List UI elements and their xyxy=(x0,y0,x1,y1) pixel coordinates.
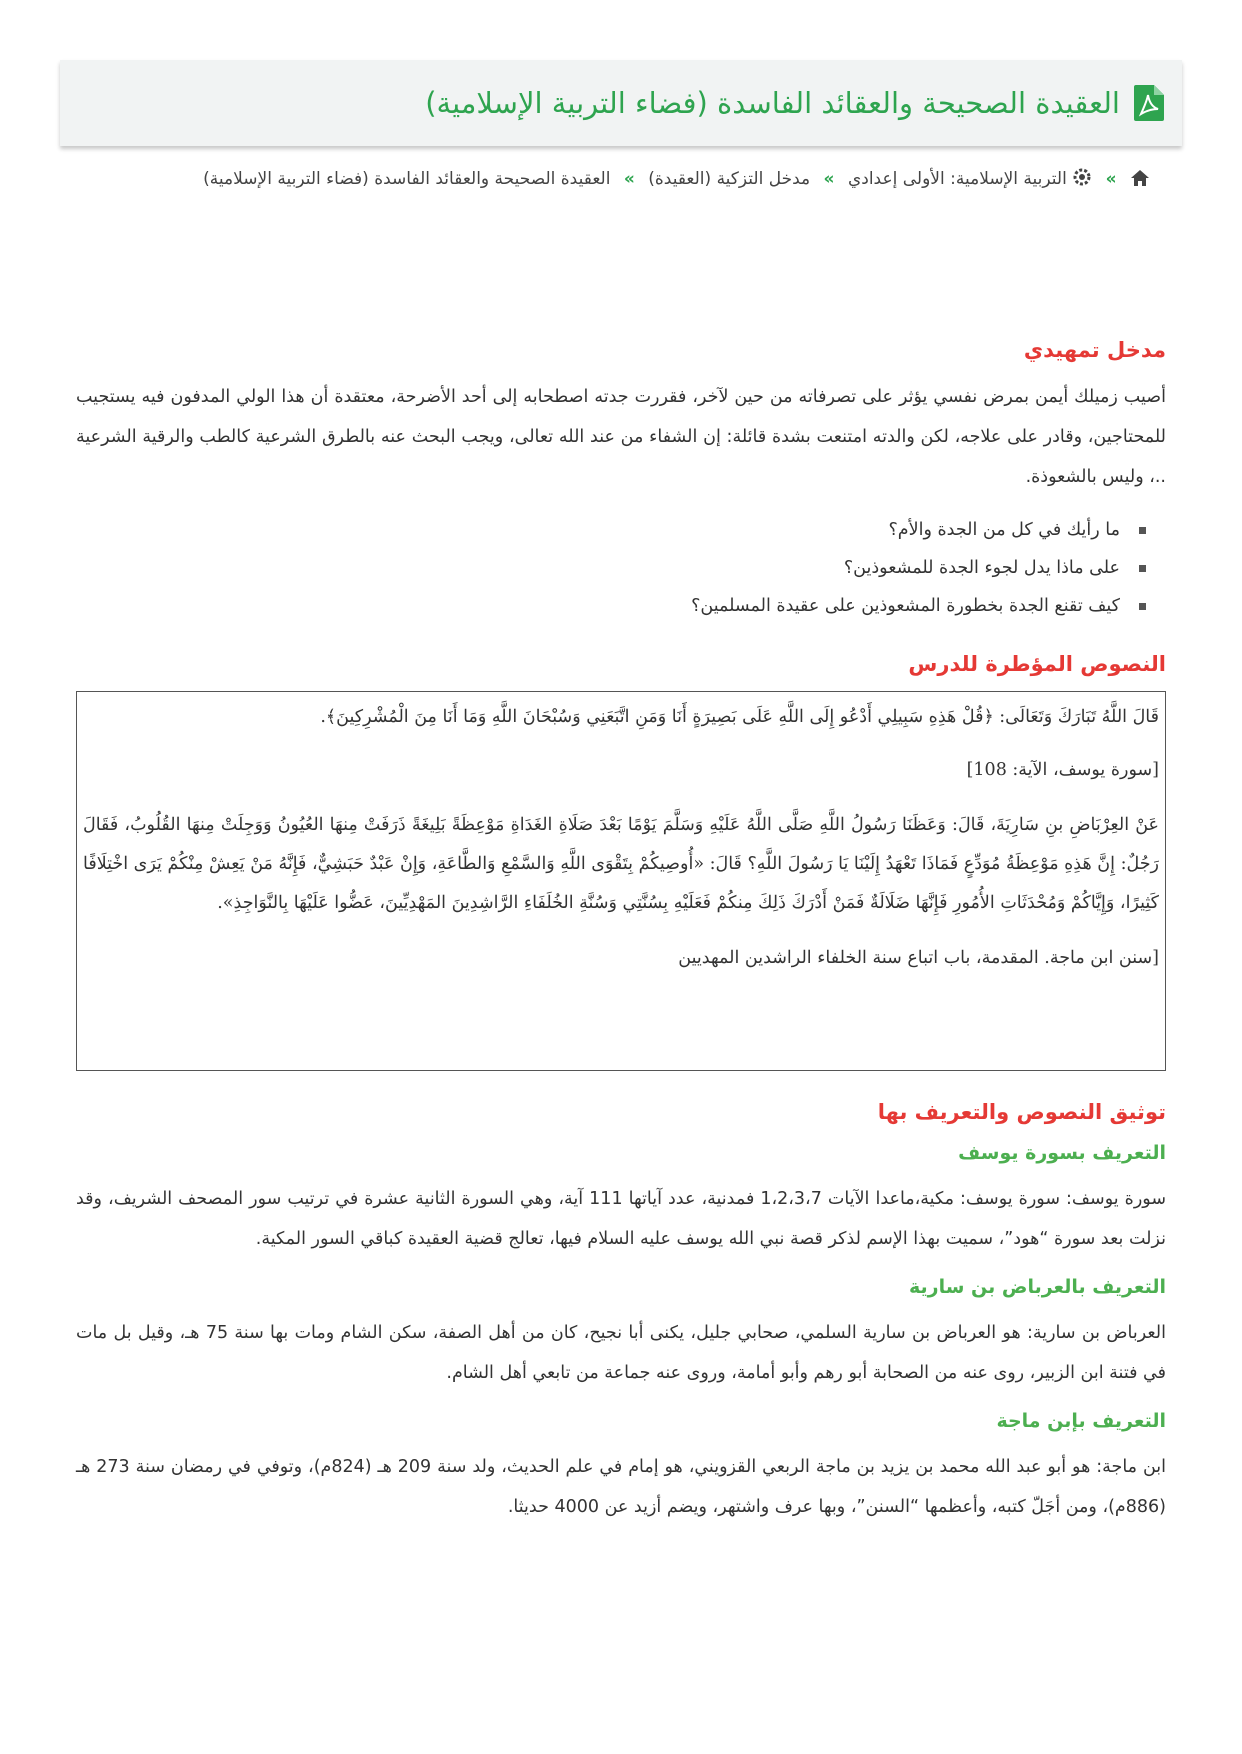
hadith-reference: [سنن ابن ماجة. المقدمة، باب اتباع سنة الخلفاء الراشدين المهديين xyxy=(678,948,1159,968)
breadcrumb-separator: » xyxy=(623,169,635,189)
home-icon[interactable] xyxy=(1130,169,1150,187)
hadith-text: عَنْ العِرْبَاضِ بنِ سَارِيَةَ، قَالَ: وَعَظَنَا رَسُولُ اللَّهِ صَلَّى اللَّهُ عَلَيْهِ وَسَلَّمَ يَوْمًا بَعْدَ صَلَاةِ الغَدَاةِ مَوْعِظَةً بَلِيغَةً ذَرَفَتْ مِنهَا العُيُونُ وَوَجِلَتْ مِنهَا القُلُوبُ، فَقَالَ رَجُلٌ: إِنَّ هَذِهِ مَوْعِظَةُ مُوَدِّعٍ فَمَاذَا تَعْهَدُ إِلَيْنَا يَا رَسُولَ اللَّهِ؟ قَالَ: «أُوصِيكُمْ بِتَقْوَى اللَّهِ وَالسَّمْعِ وَالطَّاعَةِ، وَإِنْ عَبْدٌ حَبَشِيٌّ، فَإِنَّهُ مَنْ يَعِشْ مِنْكُمْ يَرَى اخْتِلَافًا كَثِيرًا، وَإِيَّاكُمْ وَمُحْدَثَاتِ الأُمُورِ فَإِنَّهَا ضَلَالَةٌ فَمَنْ أَدْرَكَ ذَلِكَ مِنكُمْ فَعَلَيْهِ بِسُنَّتِي وَسُنَّةِ الخُلَفَاءِ الرَّاشِدِينَ المَهْدِيِّينَ، عَضُّوا عَلَيْهَا بِالنَّوَاجِذِ». xyxy=(83,815,1159,913)
question-list xyxy=(76,511,1166,625)
documentation-title: توثيق النصوص والتعريف بها xyxy=(877,1100,1166,1124)
irbad-text: العرباض بن سارية: هو العرباض بن سارية السلمي، صحابي جليل، يكنى أبا نجيح، كان من أهل الصفة، سكن الشام ومات بها سنة 75 هـ، وقيل بل مات في فتنة ابن الزبير، روى عنه من الصحابة أبو رهم وأبو أمامة، وروى عنه جماعة من تابعي أهل الشام. xyxy=(76,1323,1166,1383)
ibn-majah-text: ابن ماجة: هو أبو عبد الله محمد بن يزيد بن ماجة الربعي القزويني، هو إمام في علم الحديث، ولد سنة 209 هـ (824م)، وتوفي في رمضان سنة 273 هـ (886م)، ومن أجَلّ كتبه، وأعظمها “السنن”، وبها عرف واشتهر، ويضم أزيد عن 4000 حديثا. xyxy=(76,1457,1166,1517)
gear-icon xyxy=(1072,167,1092,187)
list-item: كيف تقنع الجدة بخطورة المشعوذين على عقيدة المسلمين؟ xyxy=(76,587,1146,625)
page-header xyxy=(60,60,1182,146)
framed-texts-box xyxy=(76,691,1166,1071)
breadcrumb-separator: » xyxy=(823,169,835,189)
quran-reference: [سورة يوسف، الآية: 108] xyxy=(966,760,1159,780)
surah-text: سورة يوسف: سورة يوسف: مكية،ماعدا الآيات 1،2،3،7 فمدنية، عدد آياتها 111 آية، وهي السورة الثانية عشرة في ترتيب سور المصحف الشريف، وقد نزلت بعد سورة “هود”، سميت بهذا الإسم لذكر قصة نبي الله يوسف عليه السلام فيها، تعالج قضية العقيدة كباقي السور المكية. xyxy=(76,1189,1166,1249)
intro-title: مدخل تمهيدي xyxy=(1023,338,1166,362)
breadcrumb xyxy=(150,160,1150,198)
breadcrumb-separator: » xyxy=(1105,169,1117,189)
list-item: على ماذا يدل لجوء الجدة للمشعوذين؟ xyxy=(76,549,1146,587)
breadcrumb-item-current: العقيدة الصحيحة والعقائد الفاسدة (فضاء التربية الإسلامية) xyxy=(203,169,611,189)
surah-subtitle: التعريف بسورة يوسف xyxy=(958,1142,1166,1164)
list-item: ما رأيك في كل من الجدة والأم؟ xyxy=(76,511,1146,549)
page-title: العقيدة الصحيحة والعقائد الفاسدة (فضاء التربية الإسلامية) xyxy=(425,86,1120,120)
intro-text: أصيب زميلك أيمن بمرض نفسي يؤثر على تصرفاته من حين لآخر، فقررت جدته اصطحابه إلى أحد الأضرحة، معتقدة أن هذا الولي المدفون فيه يستجيب للمحتاجين، وقادر على علاجه، لكن والدته امتنعت بشدة قائلة: إن الشفاء من عند الله تعالى، ويجب البحث عنه بالطرق الشرعية كالطب والرقية الشرعية ..، وليس بالشعوذة. xyxy=(76,387,1166,487)
ibn-majah-subtitle: التعريف بإبن ماجة xyxy=(996,1410,1166,1432)
quran-verse: قَالَ اللَّهُ تَبَارَكَ وَتَعَالَى: ﴿قُلْ هَذِهِ سَبِيلِي أَدْعُو إِلَى اللَّهِ عَلَى بَصِيرَةٍ أَنَا وَمَنِ اتَّبَعَنِي وَسُبْحَانَ اللَّهِ وَمَا أَنَا مِنَ الْمُشْرِكِينَ﴾. xyxy=(320,707,1159,727)
breadcrumb-item-unit[interactable]: مدخل التزكية (العقيدة) xyxy=(648,169,811,189)
pdf-icon[interactable] xyxy=(1134,85,1164,121)
texts-title: النصوص المؤطرة للدرس xyxy=(908,652,1166,676)
lesson-content xyxy=(76,335,1166,1527)
irbad-subtitle: التعريف بالعرباض بن سارية xyxy=(909,1276,1166,1298)
breadcrumb-item-course[interactable]: التربية الإسلامية: الأولى إعدادي xyxy=(847,169,1067,189)
